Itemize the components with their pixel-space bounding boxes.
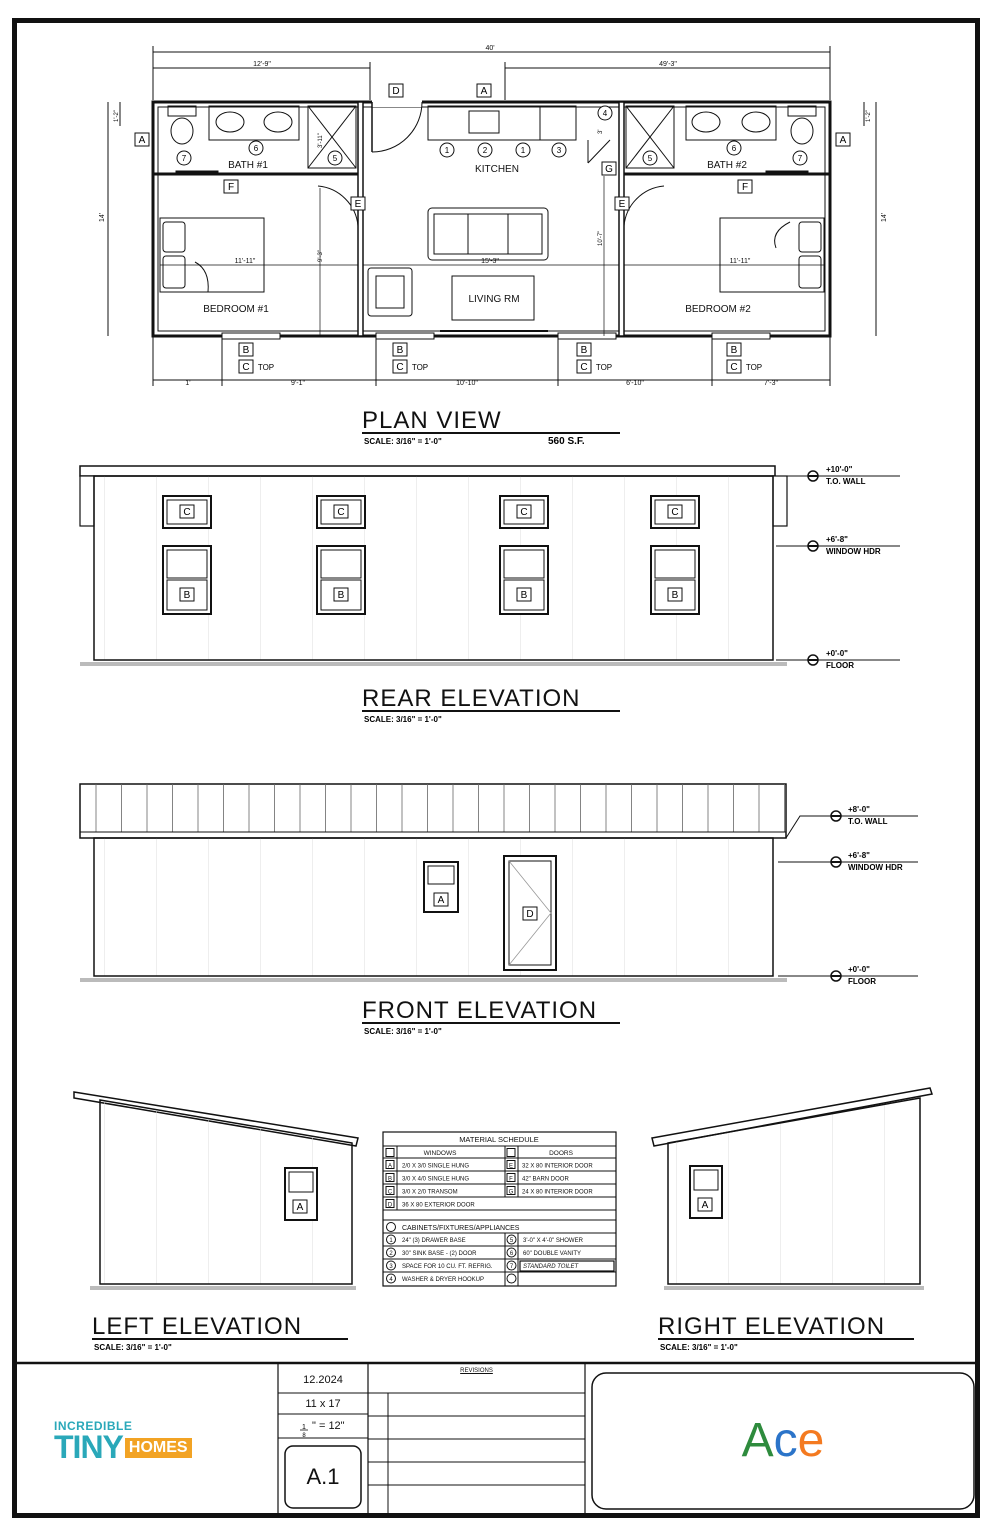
svg-text:+0'-0": +0'-0" bbox=[848, 965, 870, 974]
cab-tag: 4 bbox=[389, 1277, 393, 1283]
svg-text:6: 6 bbox=[253, 144, 259, 153]
svg-text:C: C bbox=[580, 362, 588, 373]
tag-box-label: C bbox=[520, 507, 528, 518]
door-desc: 42" BARN DOOR bbox=[522, 1176, 569, 1183]
top-label: TOP bbox=[595, 363, 613, 372]
front-elevation bbox=[80, 784, 918, 980]
door-tag: E bbox=[508, 1163, 514, 1170]
rear-title-block bbox=[362, 685, 620, 724]
tag-box-label: B bbox=[520, 590, 528, 601]
door-desc: 32 X 80 INTERIOR DOOR bbox=[522, 1163, 593, 1170]
svg-text:E: E bbox=[354, 199, 362, 210]
door-desc: 24 X 80 INTERIOR DOOR bbox=[522, 1189, 593, 1196]
cab-tag: 2 bbox=[389, 1251, 393, 1257]
left-elevation bbox=[74, 1092, 358, 1288]
svg-text:WINDOW HDR: WINDOW HDR bbox=[826, 547, 881, 556]
cab-desc: 30" SINK BASE - (2) DOOR bbox=[402, 1251, 477, 1257]
cab-header: CABINETS/FIXTURES/APPLIANCES bbox=[402, 1225, 520, 1232]
tag-box bbox=[224, 180, 238, 193]
svg-text:B: B bbox=[730, 345, 738, 356]
dim-right-top: 49'-3" bbox=[659, 61, 677, 68]
svg-text:7: 7 bbox=[181, 154, 187, 163]
window-desc: 3/0 X 4/0 SINGLE HUNG bbox=[402, 1176, 470, 1183]
rear-scale: SCALE: 3/16" = 1'-0" bbox=[364, 715, 442, 724]
dim-bath-small-right: 1'-2" bbox=[866, 110, 872, 122]
svg-text:T.O. WALL: T.O. WALL bbox=[848, 817, 888, 826]
marker-circle bbox=[478, 143, 492, 157]
tag-box-label: C bbox=[337, 507, 345, 518]
svg-text:7: 7 bbox=[797, 154, 803, 163]
svg-text:FLOOR: FLOOR bbox=[826, 661, 854, 670]
tag-box-label: B bbox=[337, 590, 345, 601]
window-tag: D bbox=[387, 1202, 393, 1209]
svg-text:FLOOR: FLOOR bbox=[848, 977, 876, 986]
tag-box bbox=[577, 343, 591, 356]
logo-top: INCREDIBLE bbox=[54, 1419, 133, 1433]
tag-box bbox=[389, 84, 403, 97]
project-letter-c: c bbox=[773, 1413, 798, 1467]
rear-window-unit bbox=[163, 496, 211, 614]
tag-box bbox=[602, 162, 616, 175]
window-desc: 2/0 X 3/0 SINGLE HUNG bbox=[402, 1163, 470, 1170]
svg-text:WINDOW HDR: WINDOW HDR bbox=[848, 863, 903, 872]
tag-box bbox=[727, 343, 741, 356]
top-label: TOP bbox=[257, 363, 275, 372]
svg-text:B: B bbox=[242, 345, 250, 356]
dim-living-width: 15'-3" bbox=[481, 258, 499, 265]
revisions-label: REVISIONS bbox=[460, 1368, 493, 1374]
front-level-labels bbox=[831, 805, 903, 986]
svg-text:1: 1 bbox=[520, 146, 526, 155]
dim-depth-left: 14' bbox=[99, 212, 106, 222]
paper-size: 11 x 17 bbox=[305, 1397, 341, 1410]
svg-text:+0'-0": +0'-0" bbox=[826, 649, 848, 658]
marker-circle bbox=[516, 143, 530, 157]
dim-bed1-depth: 9'-3" bbox=[318, 250, 324, 262]
cab-desc: STANDARD TOILET bbox=[523, 1264, 579, 1270]
top-label: TOP bbox=[411, 363, 429, 372]
svg-text:C: C bbox=[730, 362, 738, 373]
plan-view bbox=[108, 46, 876, 386]
svg-text:D: D bbox=[392, 86, 400, 97]
doors-header: DOORS bbox=[549, 1150, 573, 1157]
window-tag: C bbox=[387, 1189, 393, 1196]
marker-circle bbox=[249, 141, 263, 155]
door-tag: F bbox=[509, 1176, 513, 1183]
project-letter-a: A bbox=[741, 1413, 774, 1467]
svg-text:5: 5 bbox=[332, 154, 338, 163]
front-title: FRONT ELEVATION bbox=[362, 997, 598, 1024]
marker-circle bbox=[177, 151, 191, 165]
project-letter-e: e bbox=[797, 1413, 825, 1467]
dim-left-top: 12'-9" bbox=[253, 61, 271, 68]
tag-box bbox=[738, 180, 752, 193]
rear-title: REAR ELEVATION bbox=[362, 685, 581, 712]
tag-box bbox=[434, 893, 448, 906]
marker-circle bbox=[598, 106, 612, 120]
cab-desc: SPACE FOR 10 CU. FT. REFRIG. bbox=[402, 1264, 493, 1270]
svg-text:5: 5 bbox=[647, 154, 653, 163]
svg-text:E: E bbox=[618, 199, 626, 210]
windows-header: WINDOWS bbox=[423, 1150, 457, 1157]
svg-text:1: 1 bbox=[444, 146, 450, 155]
svg-text:A: A bbox=[839, 135, 847, 146]
room-living: LIVING RM bbox=[468, 294, 520, 305]
plan-fixture-markers bbox=[177, 106, 807, 165]
scale-fraction-icon bbox=[300, 1424, 308, 1439]
tag-box bbox=[836, 133, 850, 146]
dim-b1: 1' bbox=[185, 380, 191, 387]
svg-text:2: 2 bbox=[482, 146, 488, 155]
sheet-number: A.1 bbox=[306, 1464, 340, 1489]
svg-text:1: 1 bbox=[302, 1424, 306, 1431]
dim-b3: 10'-10" bbox=[456, 380, 478, 387]
svg-text:+10'-0": +10'-0" bbox=[826, 465, 853, 474]
cab-tag: 7 bbox=[509, 1264, 514, 1270]
plan-title: PLAN VIEW bbox=[362, 407, 502, 434]
rear-window-unit bbox=[651, 496, 699, 614]
left-title-block bbox=[92, 1313, 348, 1352]
cab-tag: 6 bbox=[509, 1251, 514, 1257]
company-logo bbox=[54, 1420, 244, 1464]
marker-circle bbox=[328, 151, 342, 165]
svg-text:B: B bbox=[396, 345, 404, 356]
tag-box bbox=[727, 360, 741, 373]
room-bath1: BATH #1 bbox=[228, 160, 268, 171]
svg-text:T.O. WALL: T.O. WALL bbox=[826, 477, 866, 486]
cab-desc: 3'-0" X 4'-0" SHOWER bbox=[523, 1238, 583, 1244]
plan-title-block bbox=[362, 407, 620, 447]
tag-box-label: A bbox=[701, 1200, 709, 1211]
svg-text:3: 3 bbox=[556, 146, 562, 155]
window-tag: B bbox=[387, 1176, 393, 1183]
window-desc: 3/0 X 2/0 TRANSOM bbox=[402, 1189, 458, 1196]
plan-area: 560 S.F. bbox=[548, 436, 585, 447]
top-label: TOP bbox=[745, 363, 763, 372]
tag-box-label: A bbox=[296, 1202, 304, 1213]
cab-tag: 3 bbox=[389, 1264, 393, 1270]
cab-desc: WASHER & DRYER HOOKUP bbox=[402, 1277, 485, 1283]
dim-b4: 6'-10" bbox=[626, 380, 644, 387]
tag-box-label: C bbox=[671, 507, 679, 518]
rear-window-unit bbox=[500, 496, 548, 614]
window-tag: A bbox=[387, 1163, 393, 1170]
svg-text:G: G bbox=[605, 164, 613, 175]
right-title-block bbox=[658, 1313, 914, 1352]
tag-box bbox=[351, 197, 365, 210]
door-tag: G bbox=[508, 1189, 514, 1196]
svg-text:F: F bbox=[227, 182, 235, 193]
schedule-title: MATERIAL SCHEDULE bbox=[459, 1135, 539, 1144]
tag-box bbox=[615, 197, 629, 210]
dim-bath-small-left: 1'-2" bbox=[114, 110, 120, 122]
svg-text:F: F bbox=[741, 182, 749, 193]
front-title-block bbox=[362, 997, 620, 1036]
svg-text:8: 8 bbox=[302, 1433, 306, 1439]
tag-box bbox=[577, 360, 591, 373]
tag-box-label: B bbox=[671, 590, 679, 601]
dim-bath2-depth: 10'-7" bbox=[598, 230, 604, 246]
tag-box bbox=[393, 343, 407, 356]
dim-b5: 7'-3" bbox=[764, 380, 778, 387]
right-scale: SCALE: 3/16" = 1'-0" bbox=[660, 1343, 738, 1352]
dim-overall: 40' bbox=[485, 45, 495, 52]
dim-bed1-width: 11'-11" bbox=[234, 258, 256, 265]
svg-text:A: A bbox=[138, 135, 146, 146]
svg-text:+6'-8": +6'-8" bbox=[848, 851, 870, 860]
room-bed1: BEDROOM #1 bbox=[203, 304, 269, 315]
tag-box-label: C bbox=[183, 507, 191, 518]
tag-box bbox=[477, 84, 491, 97]
marker-circle bbox=[552, 143, 566, 157]
tag-box-label: B bbox=[183, 590, 191, 601]
sheet-date: 12.2024 bbox=[303, 1374, 343, 1386]
sheet-scale: " = 12" bbox=[312, 1420, 345, 1432]
svg-text:A: A bbox=[437, 895, 445, 906]
project-name bbox=[592, 1400, 974, 1480]
dim-kitchen-side: 3' bbox=[598, 129, 604, 134]
marker-circle bbox=[643, 151, 657, 165]
dim-depth-right: 14' bbox=[881, 212, 888, 222]
svg-text:+6'-8": +6'-8" bbox=[826, 535, 848, 544]
room-kitchen: KITCHEN bbox=[475, 164, 519, 175]
svg-text:C: C bbox=[396, 362, 404, 373]
svg-text:4: 4 bbox=[602, 109, 608, 118]
tag-box bbox=[239, 343, 253, 356]
dim-bed2-width: 11'-11" bbox=[729, 258, 751, 265]
marker-circle bbox=[440, 143, 454, 157]
dim-b2: 9'-1" bbox=[291, 380, 305, 387]
tag-box bbox=[135, 133, 149, 146]
marker-circle bbox=[793, 151, 807, 165]
svg-text:+8'-0": +8'-0" bbox=[848, 805, 870, 814]
front-scale: SCALE: 3/16" = 1'-0" bbox=[364, 1027, 442, 1036]
rear-window-unit bbox=[317, 496, 365, 614]
cab-desc: 60" DOUBLE VANITY bbox=[523, 1251, 582, 1257]
cab-tag: 1 bbox=[389, 1238, 393, 1244]
svg-text:6: 6 bbox=[731, 144, 737, 153]
svg-text:A: A bbox=[480, 86, 488, 97]
marker-circle bbox=[727, 141, 741, 155]
rear-elevation bbox=[80, 466, 900, 664]
material-schedule bbox=[383, 1132, 616, 1286]
right-title: RIGHT ELEVATION bbox=[658, 1313, 886, 1340]
left-title: LEFT ELEVATION bbox=[92, 1313, 303, 1340]
plan-scale: SCALE: 3/16" = 1'-0" bbox=[364, 437, 442, 446]
room-bath2: BATH #2 bbox=[707, 160, 747, 171]
dim-shower-left: 3'-11" bbox=[318, 133, 324, 148]
logo-big: TINY bbox=[54, 1429, 123, 1465]
cab-desc: 24" (3) DRAWER BASE bbox=[402, 1238, 466, 1244]
room-bed2: BEDROOM #2 bbox=[685, 304, 751, 315]
right-elevation bbox=[652, 1088, 932, 1288]
svg-text:B: B bbox=[580, 345, 588, 356]
tag-box bbox=[239, 360, 253, 373]
tag-box bbox=[393, 360, 407, 373]
left-scale: SCALE: 3/16" = 1'-0" bbox=[94, 1343, 172, 1352]
tag-box bbox=[523, 907, 537, 920]
window-desc: 36 X 80 EXTERIOR DOOR bbox=[402, 1202, 475, 1209]
svg-text:D: D bbox=[526, 909, 534, 920]
rear-level-labels bbox=[808, 465, 881, 670]
logo-small: HOMES bbox=[125, 1438, 192, 1458]
svg-text:C: C bbox=[242, 362, 250, 373]
cab-tag: 5 bbox=[509, 1238, 514, 1244]
